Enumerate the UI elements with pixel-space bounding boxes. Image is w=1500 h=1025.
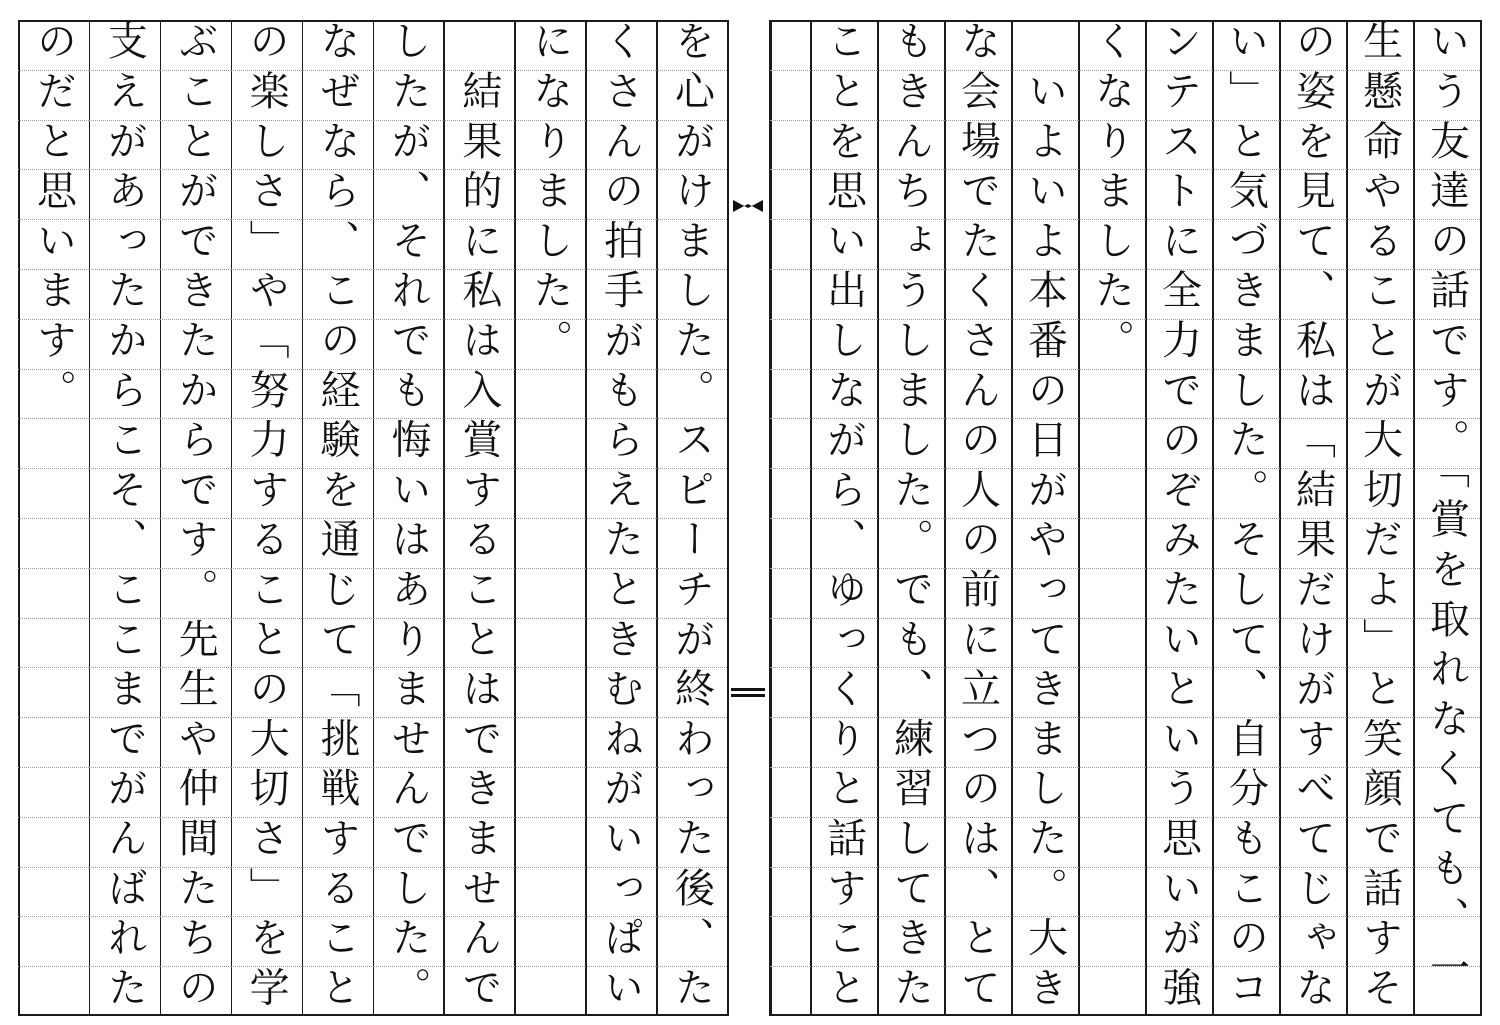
- grid-row-line: [1078, 568, 1145, 569]
- grid-row-line: [1078, 518, 1145, 519]
- grid-row-line: [1078, 667, 1145, 668]
- manuscript-column: 結果的に私は入賞することはできませんで: [455, 19, 502, 1016]
- manuscript-column: ンテストに全力でのぞみたいという思いが強: [1155, 19, 1202, 1016]
- grid-row-line: [18, 468, 89, 469]
- manuscript-column: いよいよ本番の日がやってきました。大き: [1021, 19, 1068, 1016]
- grid-row-line: [1078, 468, 1145, 469]
- manuscript-column: もきんちょうしました。でも、練習してきた: [887, 19, 934, 1016]
- grid-row-line: [770, 369, 810, 370]
- grid-row-line: [1078, 966, 1145, 967]
- grid-row-line: [1078, 817, 1145, 818]
- grid-row-line: [514, 618, 585, 619]
- manuscript-column: を心がけました。スピーチが終わった後、た: [668, 19, 715, 1016]
- grid-row-line: [514, 369, 585, 370]
- manuscript-column: のだと思います。: [30, 19, 77, 419]
- grid-row-line: [770, 867, 810, 868]
- grid-row-line: [514, 568, 585, 569]
- grid-row-line: [18, 867, 89, 868]
- grid-row-line: [514, 717, 585, 718]
- manuscript-column: な会場でたくさんの人の前に立つのは、とて: [954, 19, 1001, 1016]
- manuscript-column: ぶことができたからです。先生や仲間たちの: [172, 19, 219, 1016]
- grid-row-line: [18, 568, 89, 569]
- manuscript-column: ことを思い出しながら、ゆっくりと話すこと: [820, 19, 867, 1016]
- grid-row-line: [514, 966, 585, 967]
- manuscript-column: 支えがあったからこそ、ここまでがんばれた: [101, 19, 148, 1016]
- grid-row-line: [770, 717, 810, 718]
- grid-row-line: [770, 169, 810, 170]
- grid-row-line: [18, 518, 89, 519]
- center-tick-mark: [731, 688, 765, 691]
- manuscript-column: の楽しさ」や「努力することの大切さ」を学: [243, 19, 290, 1016]
- grid-row-line: [18, 966, 89, 967]
- grid-row-line: [770, 618, 810, 619]
- grid-row-line: [770, 219, 810, 220]
- manuscript-column: いう友達の話です。「賞を取れなくても、一: [1423, 19, 1470, 996]
- grid-row-line: [1078, 916, 1145, 917]
- grid-row-line: [770, 70, 810, 71]
- manuscript-column: の姿を見て、私は「結果だけがすべてじゃな: [1289, 19, 1336, 1016]
- grid-column-line: [1480, 20, 1482, 1016]
- manuscript-column: 生懸命やることが大切だよ」と笑顔で話すそ: [1356, 19, 1403, 1016]
- grid-row-line: [1078, 618, 1145, 619]
- manuscript-column: になりました。: [526, 19, 573, 369]
- manuscript-column: くなりました。: [1088, 19, 1135, 369]
- grid-row-line: [18, 418, 89, 419]
- grid-row-line: [770, 817, 810, 818]
- grid-row-line: [514, 767, 585, 768]
- grid-row-line: [770, 418, 810, 419]
- grid-row-line: [514, 817, 585, 818]
- grid-row-line: [18, 767, 89, 768]
- manuscript-column: い」と気づきました。そして、自分もこのコ: [1222, 19, 1269, 1016]
- grid-row-line: [770, 966, 810, 967]
- manuscript-column: なぜなら、この経験を通じて「挑戦すること: [314, 19, 361, 1016]
- manuscript-column: したが、それでも悔いはありませんでした。: [384, 19, 431, 1016]
- grid-row-line: [514, 468, 585, 469]
- center-binding-band: [727, 20, 770, 1016]
- grid-row-line: [1078, 717, 1145, 718]
- grid-row-line: [514, 667, 585, 668]
- grid-row-line: [1078, 767, 1145, 768]
- grid-row-line: [514, 916, 585, 917]
- grid-row-line: [1078, 418, 1145, 419]
- grid-row-line: [770, 269, 810, 270]
- grid-row-line: [770, 568, 810, 569]
- grid-row-line: [514, 418, 585, 419]
- center-tick-mark: [731, 694, 765, 697]
- grid-row-line: [514, 867, 585, 868]
- grid-row-line: [770, 319, 810, 320]
- grid-row-line: [770, 916, 810, 917]
- fishtail-mark-icon: [733, 198, 763, 216]
- grid-row-line: [770, 518, 810, 519]
- grid-row-line: [1078, 867, 1145, 868]
- grid-row-line: [18, 916, 89, 917]
- grid-row-line: [18, 667, 89, 668]
- grid-row-line: [514, 518, 585, 519]
- grid-row-line: [18, 717, 89, 718]
- grid-row-line: [18, 618, 89, 619]
- grid-row-line: [770, 120, 810, 121]
- grid-row-line: [770, 667, 810, 668]
- grid-row-line: [1078, 369, 1145, 370]
- grid-row-line: [18, 817, 89, 818]
- manuscript-column: くさんの拍手がもらえたときむねがいっぱい: [597, 19, 644, 1016]
- grid-row-line: [770, 468, 810, 469]
- grid-row-line: [770, 767, 810, 768]
